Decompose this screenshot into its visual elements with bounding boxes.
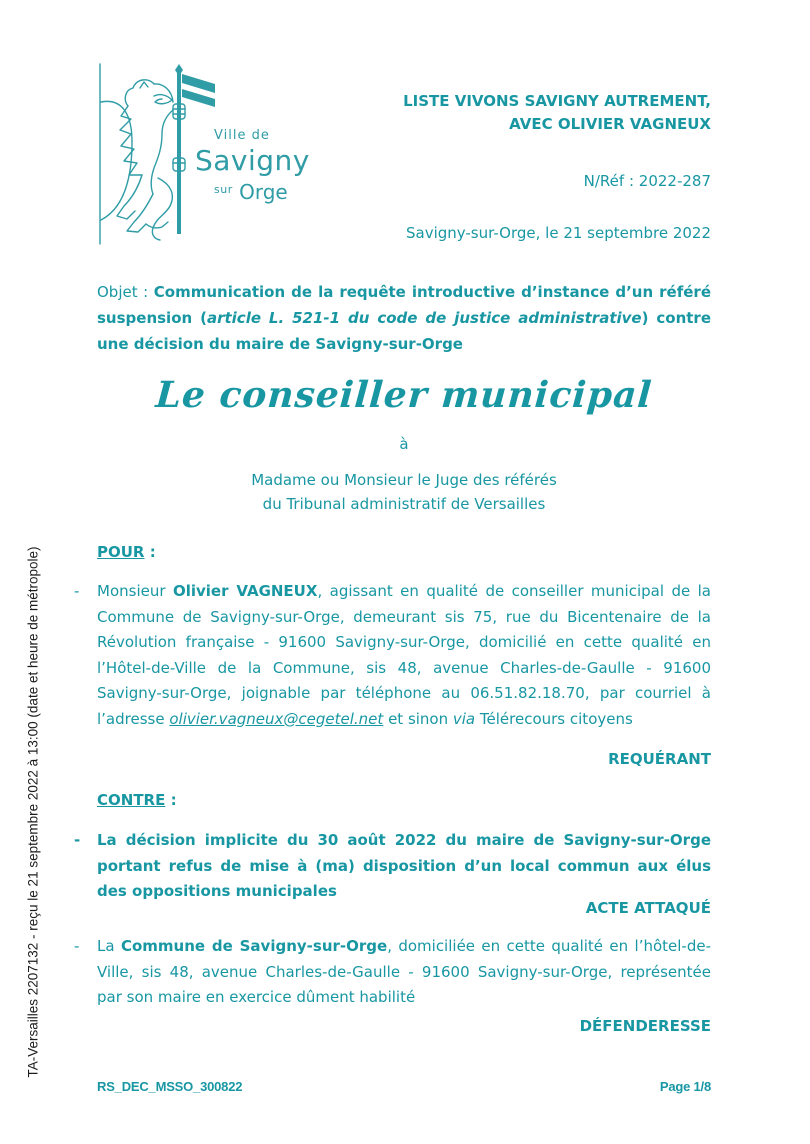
role-defenderesse: DÉFENDERESSE	[579, 1017, 711, 1035]
reference-number: N/Réf : 2022-287	[583, 172, 711, 190]
text-run: Objet :	[97, 283, 154, 301]
script-title: Le conseiller municipal	[154, 374, 654, 416]
pour-heading: POUR :	[97, 543, 156, 561]
text-run: Monsieur	[97, 582, 173, 600]
text-run: Olivier VAGNEUX	[172, 582, 318, 600]
footer-doc-code: RS_DEC_MSSO_300822	[97, 1079, 243, 1094]
logo-ville-de: Ville de	[214, 128, 270, 143]
addressee-block	[97, 469, 711, 516]
sender-list-line1: LISTE VIVONS SAVIGNY AUTREMENT,	[403, 92, 711, 110]
addressee-line2: du Tribunal administratif de Versailles	[262, 494, 546, 513]
text-run: ) contre une décision du maire de Savigny-sur-Orge	[97, 309, 712, 353]
contre-item-2	[74, 934, 712, 1011]
place-and-date: Savigny-sur-Orge, le 21 septembre 2022	[405, 224, 711, 242]
text-run: article L. 521-1 du code de justice administrative	[206, 309, 642, 327]
text-run: La décision implicite du 30 août 2022 du maire de Savigny-sur-Orge portant refus de mise à (ma) disposition d’un local commun aux élus des oppositions municipales	[97, 831, 711, 900]
list-dash: -	[74, 831, 81, 849]
to-word: à	[399, 435, 409, 453]
list-dash: -	[74, 937, 80, 955]
text-run: Communication de la requête introductive d’instance d’un référé suspension (	[97, 283, 711, 327]
logo-savigny: Savigny	[195, 144, 310, 177]
text-run: Télérecours citoyens	[475, 709, 633, 728]
text-run: et sinon	[383, 709, 453, 728]
footer-page-number: Page 1/8	[659, 1079, 711, 1094]
court-registry-stamp: TA-Versailles 2207132 - reçu le 21 septembre 2022 à 13:00 (date et heure de métropole)	[25, 546, 41, 1078]
role-requerant: REQUÉRANT	[608, 750, 711, 768]
text-run: Commune de Savigny-sur-Orge	[120, 937, 388, 955]
lion-outline	[117, 80, 173, 240]
email-link[interactable]: olivier.vagneux@cegetel.net	[169, 709, 384, 728]
contre-item-1	[74, 828, 711, 905]
logo-sur: sur	[214, 183, 233, 196]
list-dash: -	[74, 582, 80, 600]
subject-paragraph	[97, 279, 711, 357]
logo-sur-orge	[214, 180, 288, 204]
pour-item	[74, 579, 711, 732]
text-run: , domiciliée en cette qualité en l’hôtel-de-Ville, sis 48, avenue Charles-de-Gaulle - 91600 Savigny-sur-Orge, représentée par son maire en exercice dûment habilité	[97, 937, 712, 1006]
addressee-line1: Madame ou Monsieur le Juge des référés	[251, 471, 557, 489]
city-logo	[96, 58, 310, 253]
sender-list-name	[403, 90, 711, 136]
role-acte-attaque: ACTE ATTAQUÉ	[585, 899, 711, 917]
text-run: , agissant en qualité de conseiller municipal de la Commune de Savigny-sur-Orge, demeurant sis 75, rue du Bicentenaire de la Révolution française - 91600 Savigny-sur-Orge, domicilié en cette qualité en l’Hôtel-de-Ville de la Commune, sis 48, avenue Charles-de-Gaulle - 91600 Savigny-sur-Orge, joignable par téléphone au 06.51.82.18.70, par courriel à l’adresse	[97, 582, 711, 728]
flag	[182, 74, 215, 107]
flag-pole	[177, 72, 181, 234]
contre-heading: CONTRE :	[97, 791, 177, 809]
sender-list-line2: AVEC OLIVIER VAGNEUX	[509, 115, 711, 133]
text-run: via	[452, 709, 476, 728]
logo-orge: Orge	[239, 180, 288, 204]
text-run: La	[97, 937, 121, 955]
